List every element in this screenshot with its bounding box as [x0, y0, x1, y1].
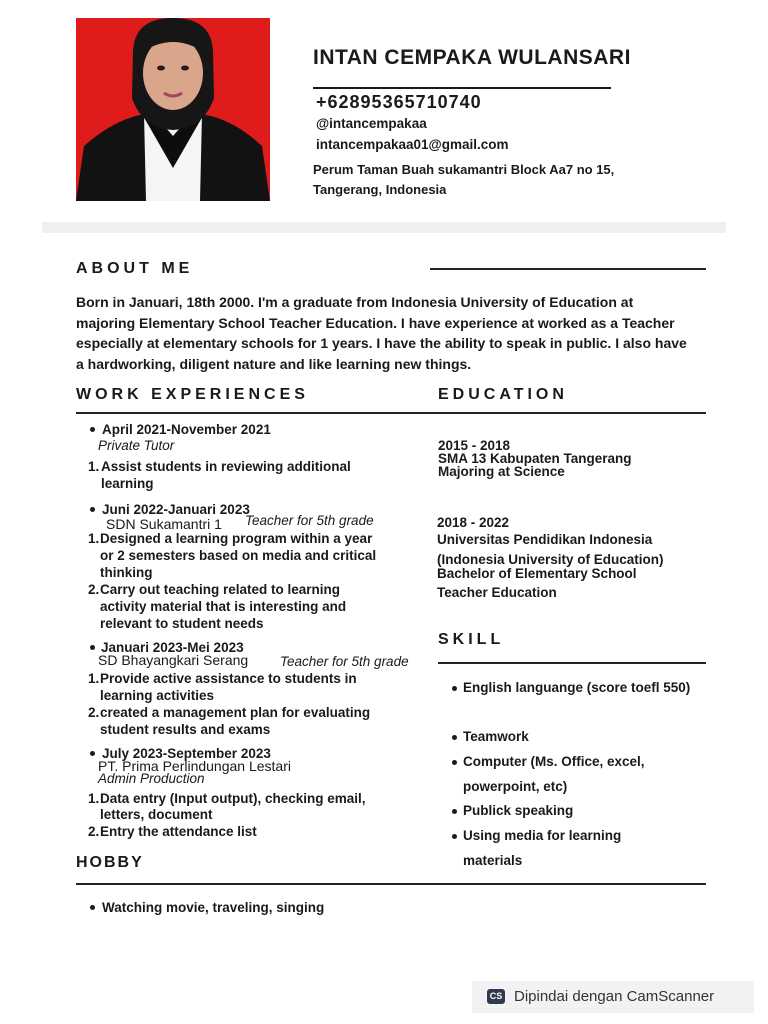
email-address: intancempakaa01@gmail.com [316, 137, 509, 152]
bullet-icon [452, 809, 457, 814]
job-period: Juni 2022-Januari 2023 [102, 502, 250, 517]
task-number: 2. [88, 824, 100, 839]
job-period: Januari 2023-Mei 2023 [101, 640, 244, 655]
task-line: Data entry (Input output), checking email, [100, 791, 366, 806]
about-rule [430, 268, 706, 270]
bullet-icon [90, 751, 95, 756]
task-line: Entry the attendance list [100, 824, 257, 839]
bullet-icon [90, 507, 95, 512]
education-years: 2018 - 2022 [437, 515, 510, 530]
skill-item: English languange (score toefl 550) [463, 680, 691, 695]
skill-item: Using media for learning materials [463, 828, 622, 868]
task-number: 1. [88, 791, 100, 806]
hobby-heading: HOBBY [76, 854, 144, 871]
bullet-icon [90, 905, 95, 910]
task-line: learning [101, 476, 154, 491]
task-line: thinking [100, 565, 153, 580]
job-role: Admin Production [98, 771, 205, 786]
task-line: Designed a learning program within a year [100, 531, 373, 546]
bullet-icon [452, 760, 457, 765]
bullet-icon [90, 427, 95, 432]
task-number: 1. [88, 459, 100, 474]
job-role: Teacher for 5th grade [245, 513, 374, 528]
task-line: relevant to student needs [100, 616, 264, 631]
task-line: Carry out teaching related to learning [100, 582, 341, 597]
header-band [42, 222, 726, 233]
education-line: Teacher Education [437, 585, 557, 600]
education-heading: EDUCATION [438, 386, 568, 403]
skill-rule [438, 662, 706, 664]
education-line: Universitas Pendidikan Indonesia [437, 532, 653, 547]
task-number: 1. [88, 531, 100, 546]
address [313, 160, 653, 200]
skill-item: Teamwork [463, 729, 529, 744]
task-line: learning activities [100, 688, 215, 703]
bullet-icon [90, 645, 95, 650]
camscanner-text: Dipindai dengan CamScanner [514, 988, 715, 1005]
task-number: 2. [88, 705, 100, 720]
bullet-icon [452, 834, 457, 839]
job-place: SDN Sukamantri 1 [106, 516, 222, 532]
address-line-1: Perum Taman Buah sukamantri Block Aa7 no 15, [313, 162, 615, 177]
bullet-icon [452, 735, 457, 740]
skill-item: Publick speaking [463, 803, 574, 818]
skill-heading: SKILL [438, 631, 505, 648]
task-line: or 2 semesters based on media and critical [100, 548, 377, 563]
task-line: created a management plan for evaluating [100, 705, 371, 720]
education-line: Majoring at Science [438, 464, 565, 479]
about-text: Born in Januari, 18th 2000. I'm a graduate from Indonesia University of Education at majoring Elementary School Teacher Education. I have experience at worked as a Teacher especially at elementary schools for 1 years. I have the ability to speak in public. I also have a hardworking, diligent nature and like learning new things. [76, 294, 687, 372]
task-number: 1. [88, 671, 100, 686]
task-line: activity material that is interesting and [100, 599, 347, 614]
full-name: INTAN CEMPAKA WULANSARI [313, 46, 631, 69]
address-line-2: Tangerang, Indonesia [313, 182, 447, 197]
skill-item: Computer (Ms. Office, excel, powerpoint, etc) [463, 754, 645, 794]
hobby-rule [76, 883, 706, 885]
task-line: Provide active assistance to students in [100, 671, 357, 686]
about-heading: ABOUT ME [76, 260, 194, 277]
task-line: student results and exams [100, 722, 271, 737]
job-role: Teacher for 5th grade [280, 654, 409, 669]
work-heading: WORK EXPERIENCES [76, 386, 309, 403]
instagram-handle: @intancempakaa [316, 116, 427, 131]
camscanner-logo-icon: CS [487, 989, 505, 1004]
portrait-illustration [76, 18, 270, 201]
work-education-rule [76, 412, 706, 414]
hobby-text: Watching movie, traveling, singing [102, 900, 325, 915]
education-years: 2015 - 2018 [438, 438, 511, 453]
education-line: Bachelor of Elementary School [437, 566, 637, 581]
job-period: July 2023-September 2023 [102, 746, 271, 761]
name-divider [313, 87, 611, 89]
job-period: April 2021-November 2021 [102, 422, 271, 437]
job-place: SD Bhayangkari Serang [98, 652, 249, 668]
job-role: Private Tutor [98, 438, 175, 453]
task-number: 2. [88, 582, 100, 597]
phone-number: +62895365710740 [316, 92, 482, 112]
profile-photo [76, 18, 270, 201]
job-place: PT. Prima Perlindungan Lestari [98, 758, 291, 774]
bullet-icon [452, 686, 457, 691]
task-line: Assist students in reviewing additional [101, 459, 351, 474]
education-line: (Indonesia University of Education) [437, 552, 664, 567]
task-line: letters, document [100, 807, 213, 822]
education-line: SMA 13 Kabupaten Tangerang [438, 451, 632, 466]
